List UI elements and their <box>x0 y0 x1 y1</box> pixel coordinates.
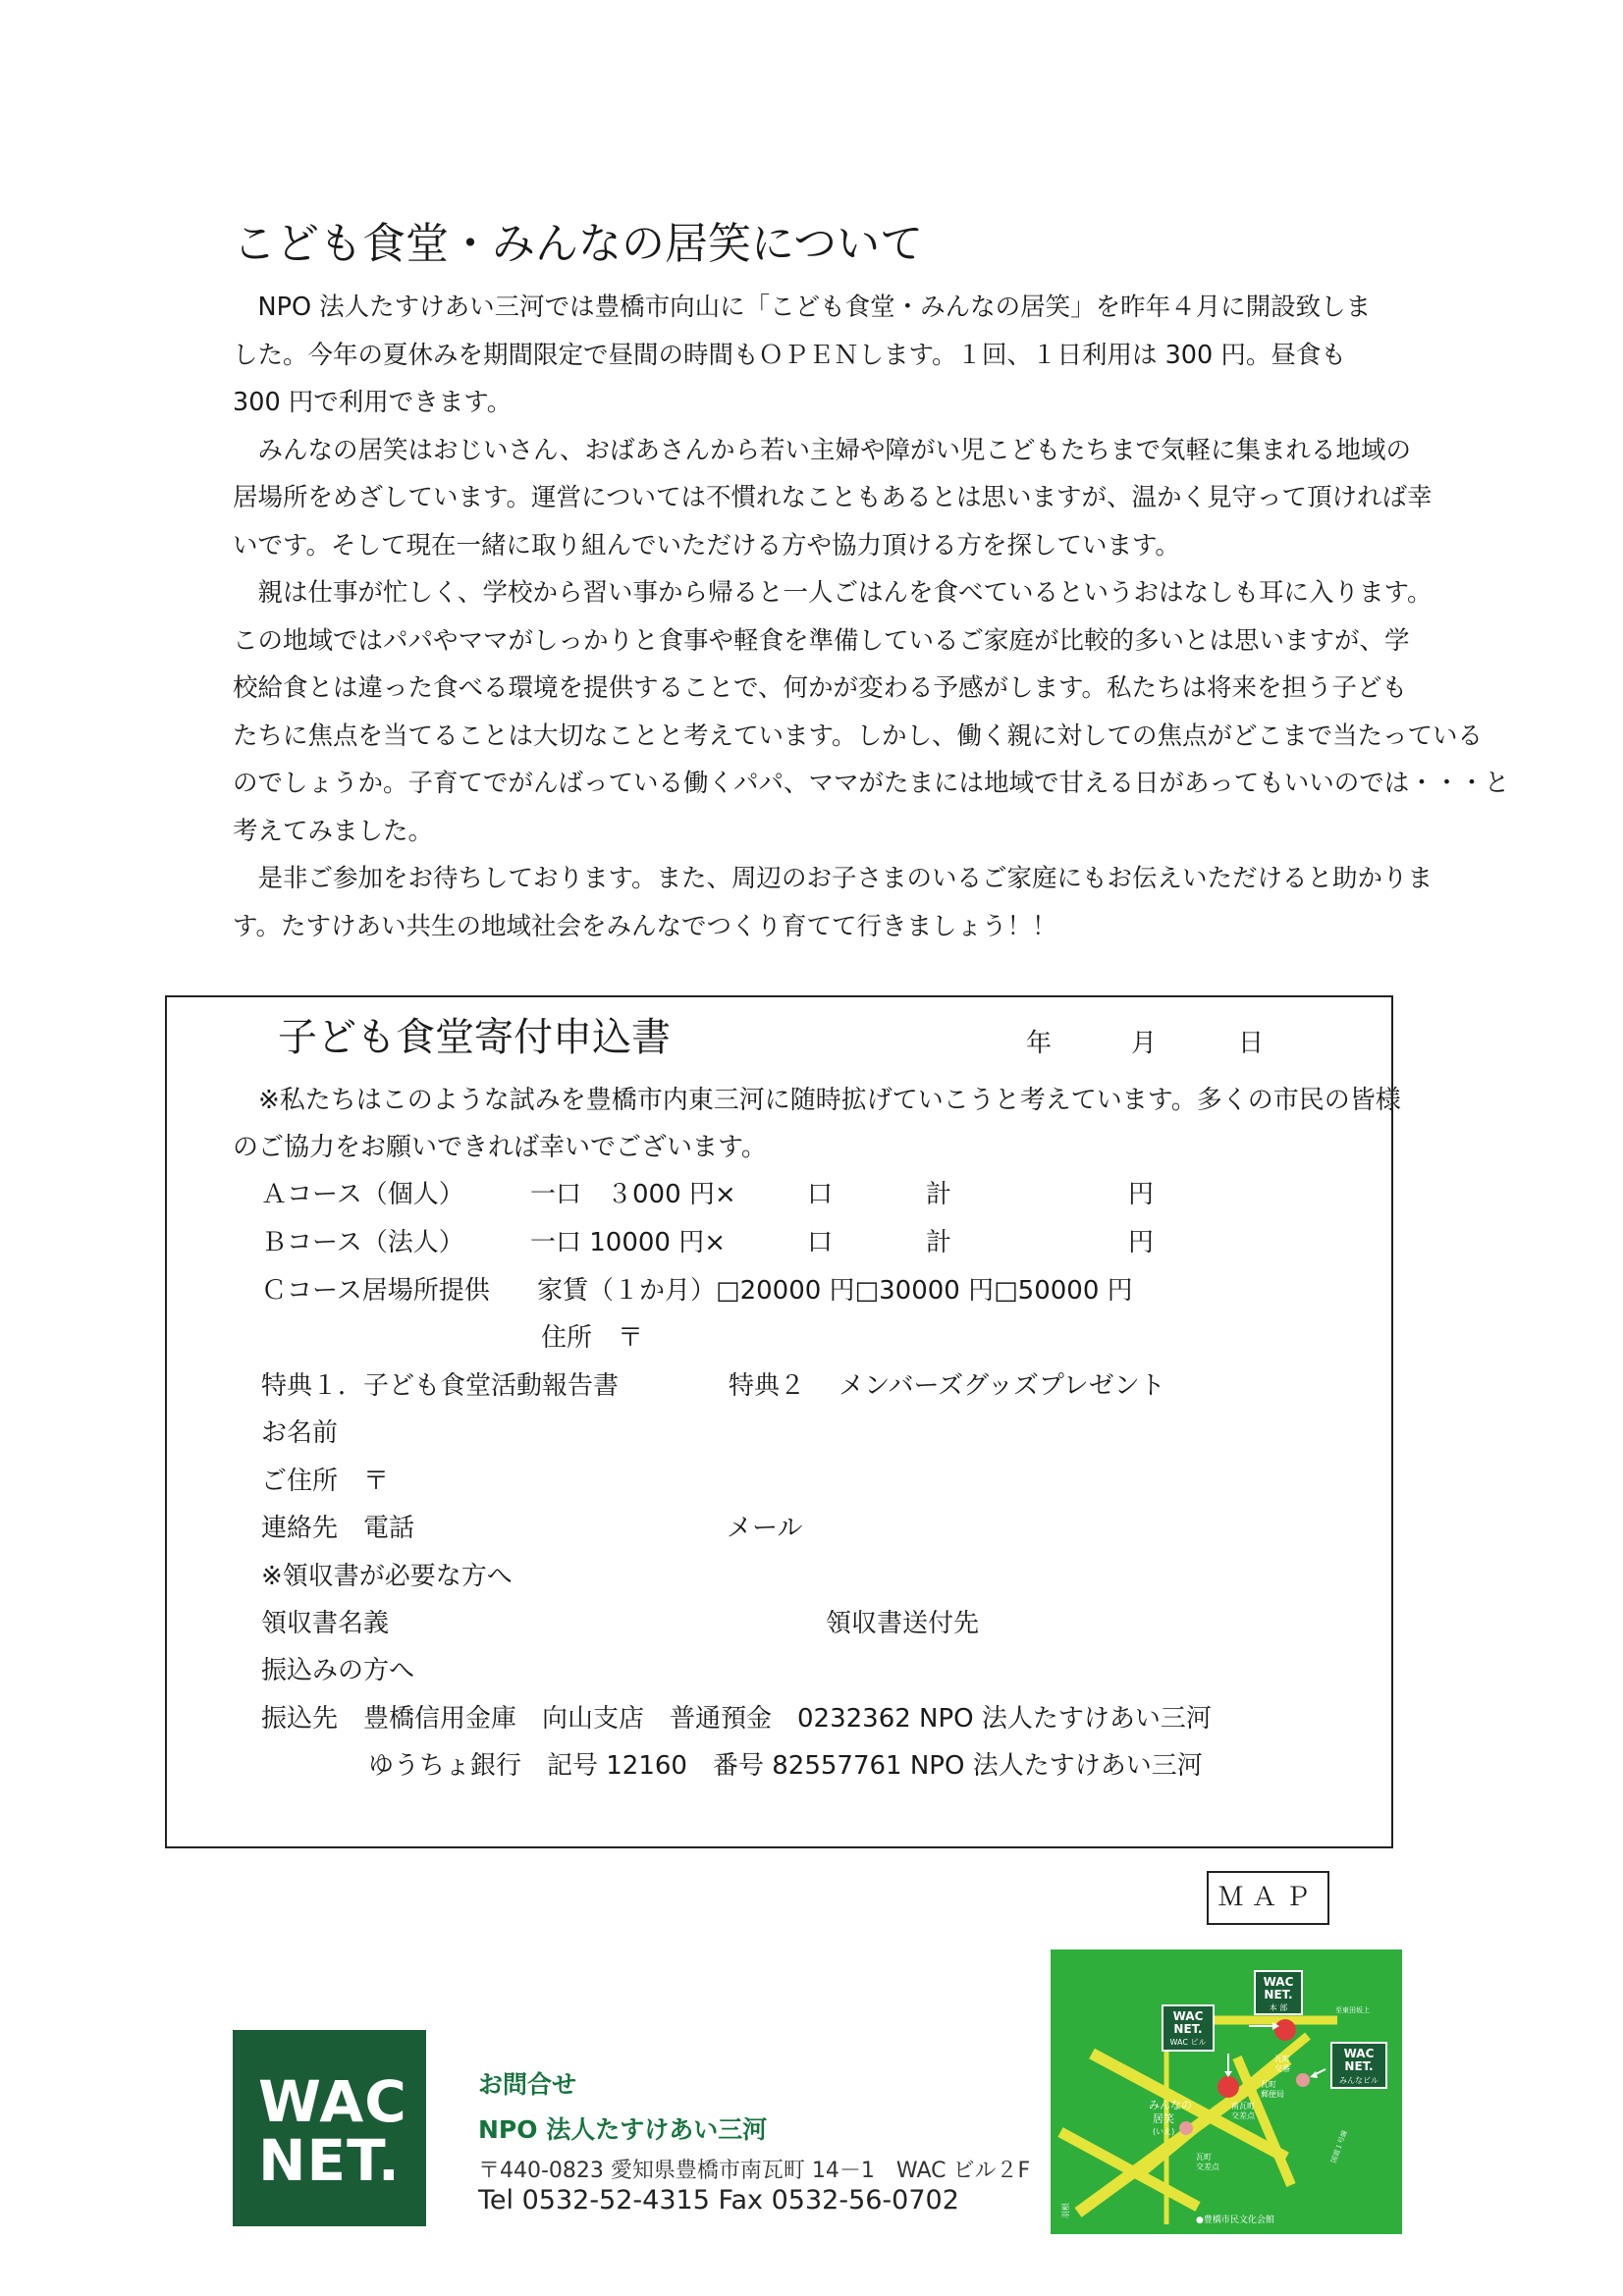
map-label-post-b: 郵便局 <box>1261 2090 1284 2099</box>
contact-org: NPO 法人たすけあい三河 <box>478 2115 768 2144</box>
map-label-hall: ●豊橋市民文化会館 <box>1196 2216 1274 2225</box>
logo-line-2: NET. <box>258 2127 401 2194</box>
map-label-minami: 南瓦町 <box>1231 2102 1255 2110</box>
text-line: のでしょうか。子育てでがんばっている働くパパ、ママがたまには地域で甘える日があってもいいのでは・・・と <box>233 769 1510 798</box>
map-badge-minna-l1: WAC <box>1343 2047 1375 2060</box>
address-label: ご住所 〒 <box>261 1467 390 1496</box>
map-badge-minna-l2: NET. <box>1344 2059 1374 2073</box>
access-map <box>1051 1949 1402 2234</box>
course-a-unit: 一口 ３000 円× <box>530 1180 736 1209</box>
receipt-dest-label: 領収書送付先 <box>826 1609 980 1638</box>
contact-address: 〒440-0823 愛知県豊橋市南瓦町 14－1 WAC ビル２F <box>478 2159 1031 2183</box>
marker-dot <box>1179 2121 1193 2135</box>
benefit-1: 特典１．子ども食堂活動報告書 <box>261 1371 620 1401</box>
map-label-ne: 至東田坂上 <box>1335 2006 1370 2014</box>
transfer-note: 振込みの方へ <box>261 1656 415 1685</box>
text-line: みんなの居笑はおじいさん、おばあさんから若い主婦や障がい児こどもたちまで気軽に集まれる地域の <box>233 435 1412 465</box>
map-badge-wacbldg-sub: WAC ビル <box>1169 2038 1207 2047</box>
marker-dot <box>1296 2073 1310 2087</box>
benefit-2: 特典２ メンバーズグッズプレゼント <box>729 1371 1165 1401</box>
text-line: 校給食とは違った食べる環境を提供することで、何かが変わる予感がします。私たちは将来を担う子ども <box>233 673 1407 703</box>
map-label-route1: 国道１号線 <box>1329 2129 1349 2164</box>
text-line: す。たすけあい共生の地域社会をみんなでつくり育てて行きましょう！！ <box>233 911 1057 941</box>
form-note-line: ※私たちはこのような試みを豊橋市内東三河に随時拡げていこうと考えています。多くの市民の皆様 <box>233 1086 1401 1115</box>
map-svg <box>1051 1949 1402 2234</box>
map-label-shibuya: 羽根 <box>1061 2203 1070 2218</box>
course-b-yen: 円 <box>1128 1228 1155 1257</box>
contact-phone-label: 連絡先 電話 <box>261 1514 415 1543</box>
text-line: NPO 法人たすけあい三河では豊橋市向山に「こども食堂・みんなの居笑」を昨年４月に開設致しま <box>233 293 1372 322</box>
map-badge-wacbldg-l1: WAC <box>1172 2009 1204 2023</box>
date-day-label: 日 <box>1238 1029 1265 1058</box>
course-b-unit: 一口 10000 円× <box>530 1228 727 1257</box>
transfer-bank-1: 振込先 豊橋信用金庫 向山支店 普通預金 0232362 NPO 法人たすけあい三河 <box>261 1704 1212 1734</box>
map-label-kawaramachi-2b: 交差点 <box>1196 2163 1219 2171</box>
text-line: した。今年の夏休みを期間限定で昼間の時間もＯＰＥＮします。１回、１日利用は 300 円。昼食も <box>233 340 1346 370</box>
name-label: お名前 <box>261 1418 339 1448</box>
map-badge-honbu-l2: NET. <box>1264 1988 1293 2002</box>
course-a-total: 計 <box>926 1180 952 1209</box>
course-a-kuchi: 口 <box>807 1180 834 1209</box>
map-label-isho: 居笑 <box>1153 2112 1174 2125</box>
page-title: こども食堂・みんなの居笑について <box>233 219 924 269</box>
map-label-minna: みんなの <box>1149 2099 1192 2111</box>
marker-dot <box>1217 2076 1239 2098</box>
course-a-yen: 円 <box>1128 1180 1155 1209</box>
receipt-note: ※領収書が必要な方へ <box>261 1562 513 1591</box>
map-badge-honbu-sub: 本 部 <box>1269 2003 1288 2012</box>
map-label-kawaramachi-2: 瓦町 <box>1196 2153 1212 2162</box>
course-c-name: Ｃコース居場所提供 <box>261 1276 490 1306</box>
course-b-name: Ｂコース（法人） <box>261 1228 464 1257</box>
course-a-name: Ａコース（個人） <box>261 1180 464 1209</box>
text-line: いです。そして現在一緒に取り組んでいただける方や協力頂ける方を探しています。 <box>233 530 1180 561</box>
logo-line-1: WAC <box>258 2068 407 2135</box>
paragraph-intro <box>233 284 1510 950</box>
date-year-label: 年 <box>1026 1029 1053 1058</box>
map-label-post: 瓦町 <box>1261 2080 1276 2089</box>
text-line: 300 円で利用できます。 <box>233 388 513 417</box>
form-note-line: のご協力をお願いできれば幸いでございます。 <box>233 1133 767 1162</box>
course-c-address: 住所 〒 <box>541 1323 644 1353</box>
text-line: 親は仕事が忙しく、学校から習い事から帰ると一人ごはんを食べているというおはなしも耳に入ります。 <box>233 578 1433 608</box>
contact-tel-fax: Tel 0532-52-4315 Fax 0532-56-0702 <box>478 2185 959 2216</box>
map-label-isho-sub: (いえ) <box>1153 2127 1175 2136</box>
marker-dot <box>1274 2019 1296 2041</box>
course-c-rent-options[interactable]: 家賃（１か月）□20000 円□30000 円□50000 円 <box>537 1276 1133 1306</box>
course-b-total: 計 <box>926 1228 952 1257</box>
wacnet-logo <box>233 2030 426 2226</box>
map-badge-honbu-l1: WAC <box>1263 1975 1294 1989</box>
text-line: 是非ご参加をお待ちしております。また、周辺のお子さまのいるご家庭にもお伝えいただけると助かりま <box>233 864 1433 893</box>
map-label-kawaramachi-1: 瓦町 <box>1274 2055 1290 2063</box>
course-b-kuchi: 口 <box>807 1228 834 1257</box>
map-label: ＭＡＰ <box>1207 1871 1329 1925</box>
map-label-kawaramachi-1b: 交番 <box>1274 2064 1290 2073</box>
text-line: この地域ではパパやママがしっかりと食事や軽食を準備しているご家庭が比較的多いとは思いますが、学 <box>233 625 1410 656</box>
map-badge-wacbldg-l2: NET. <box>1173 2022 1203 2036</box>
transfer-bank-2: ゆうちょ銀行 記号 12160 番号 82557761 NPO 法人たすけあい三河 <box>368 1751 1203 1781</box>
date-month-label: 月 <box>1131 1029 1158 1058</box>
map-badge-minna-sub: みんなビル <box>1339 2076 1379 2085</box>
text-line: 考えてみました。 <box>233 816 434 846</box>
receipt-name-label: 領収書名義 <box>261 1609 390 1638</box>
mail-label: メール <box>727 1514 803 1543</box>
text-line: 居場所をめざしています。運営については不慣れなこともあるとは思いますが、温かく見守って頂ければ幸 <box>233 483 1433 512</box>
form-title: 子ども食堂寄付申込書 <box>278 1015 671 1060</box>
contact-heading: お問合せ <box>478 2070 577 2099</box>
text-line: たちに焦点を当てることは大切なことと考えています。しかし、働く親に対しての焦点がどこまで当たっている <box>233 721 1483 751</box>
map-label-minami-b: 交差点 <box>1231 2111 1255 2120</box>
